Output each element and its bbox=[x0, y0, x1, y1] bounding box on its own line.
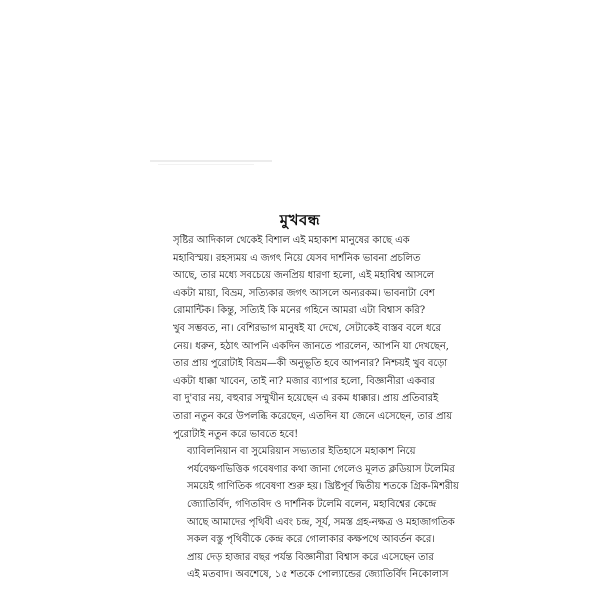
paragraph-line: মহাবিস্ময়। রহস্যময় এ জগৎ নিয়ে যেসব দার্শনিক ভাবনা প্রচলিত bbox=[173, 252, 421, 264]
paragraph-line: সময়েই গাণিতিক গবেষণা শুরু হয়। খ্রিষ্টপূর্ব দ্বিতীয় শতকে গ্রিক-মিশরীয় bbox=[187, 481, 459, 493]
paragraph-line: বা দু'বার নয়, বহুবার সম্মুখীন হয়েছেন এ রকম ধাক্কার। প্রায় প্রতিবারই bbox=[173, 393, 439, 405]
paragraph-line: সকল বস্তু পৃথিবীকে কেন্দ্র করে গোলাকার কক্ষপথে আবর্তন করে। bbox=[187, 534, 435, 546]
paragraph-line: তার প্রায় পুরোটাই বিভ্রম—কী অনুভূতি হবে আপনার? নিশ্চয়ই খুব বড়ো bbox=[173, 358, 448, 370]
paragraph-line: সৃষ্টির আদিকাল থেকেই বিশাল এই মহাকাশ মানুষের কাছে এক bbox=[173, 235, 410, 246]
paragraph-line: জ্যোতির্বিদ, গণিতবিদ ও দার্শনিক টলেমি বলেন, মহাবিশ্বের কেন্দ্রে bbox=[187, 498, 437, 510]
paragraph-line: আছে আমাদের পৃথিবী এবং চন্দ্র, সূর্য, সমস্ত গ্রহ-নক্ষত্র ও মহাজাগতিক bbox=[187, 516, 455, 528]
paragraph-line: প্রায় দেড় হাজার বছর পর্যন্ত বিজ্ঞানীরা বিশ্বাস করে এসেছেন তার bbox=[187, 551, 434, 563]
faint-scan-mark-secondary bbox=[158, 164, 254, 165]
paragraph-line: একটা মায়া, বিভ্রম, সত্যিকার জগৎ আসলে অন্যরকম। ভাবনাটা বেশ bbox=[173, 287, 435, 299]
faint-scan-mark bbox=[150, 160, 272, 162]
paragraph-line: একটা ধাক্কা খাবেন, তাই না? মজার ব্যাপার হলো, বিজ্ঞানীরা একবার bbox=[173, 375, 435, 387]
paragraph-line: এই মতবাদ। অবশেষে, ১৫ শতকে পোল্যান্ডের জ্যোতির্বিদ নিকোলাস bbox=[187, 569, 449, 581]
paragraph-line: ব্যাবিলনিয়ান বা সুমেরিয়ান সভ্যতার ইতিহাসে মহাকাশ নিয়ে bbox=[187, 446, 416, 458]
paragraph-line: তারা নতুন করে উপলব্ধি করেছেন, এতদিন যা জেনে এসেছেন, তার প্রায় bbox=[173, 410, 453, 422]
paragraph-2 bbox=[173, 443, 459, 584]
page-title: মুখবন্ধ bbox=[279, 211, 321, 229]
paragraph-line: রোমান্টিক। কিন্তু, সত্যিই কি মনের গহিনে আমরা এটা বিশ্বাস করি? bbox=[173, 305, 426, 317]
paragraph-line: আছে, তার মধ্যে সবচেয়ে জনপ্রিয় ধারণা হলো, এই মহাবিশ্ব আসলে bbox=[173, 270, 434, 282]
paragraph-line: নেয়। ধরুন, হঠাৎ আপনি একদিন জানতে পারলেন, আপনি যা দেখছেন, bbox=[173, 340, 449, 352]
paragraph-1 bbox=[173, 232, 453, 443]
paragraph-line: খুব সম্ভবত, না। বেশিরভাগ মানুষই যা দেখে, সেটাকেই বাস্তব বলে ধরে bbox=[173, 322, 441, 334]
body-text bbox=[173, 232, 459, 584]
paragraph-line: পর্যবেক্ষণভিত্তিক গবেষণার কথা জানা গেলেও মূলত ক্লডিয়াস টলেমির bbox=[187, 463, 455, 475]
paragraph-line: পুরোটাই নতুন করে ভাবতে হবে! bbox=[173, 428, 299, 440]
